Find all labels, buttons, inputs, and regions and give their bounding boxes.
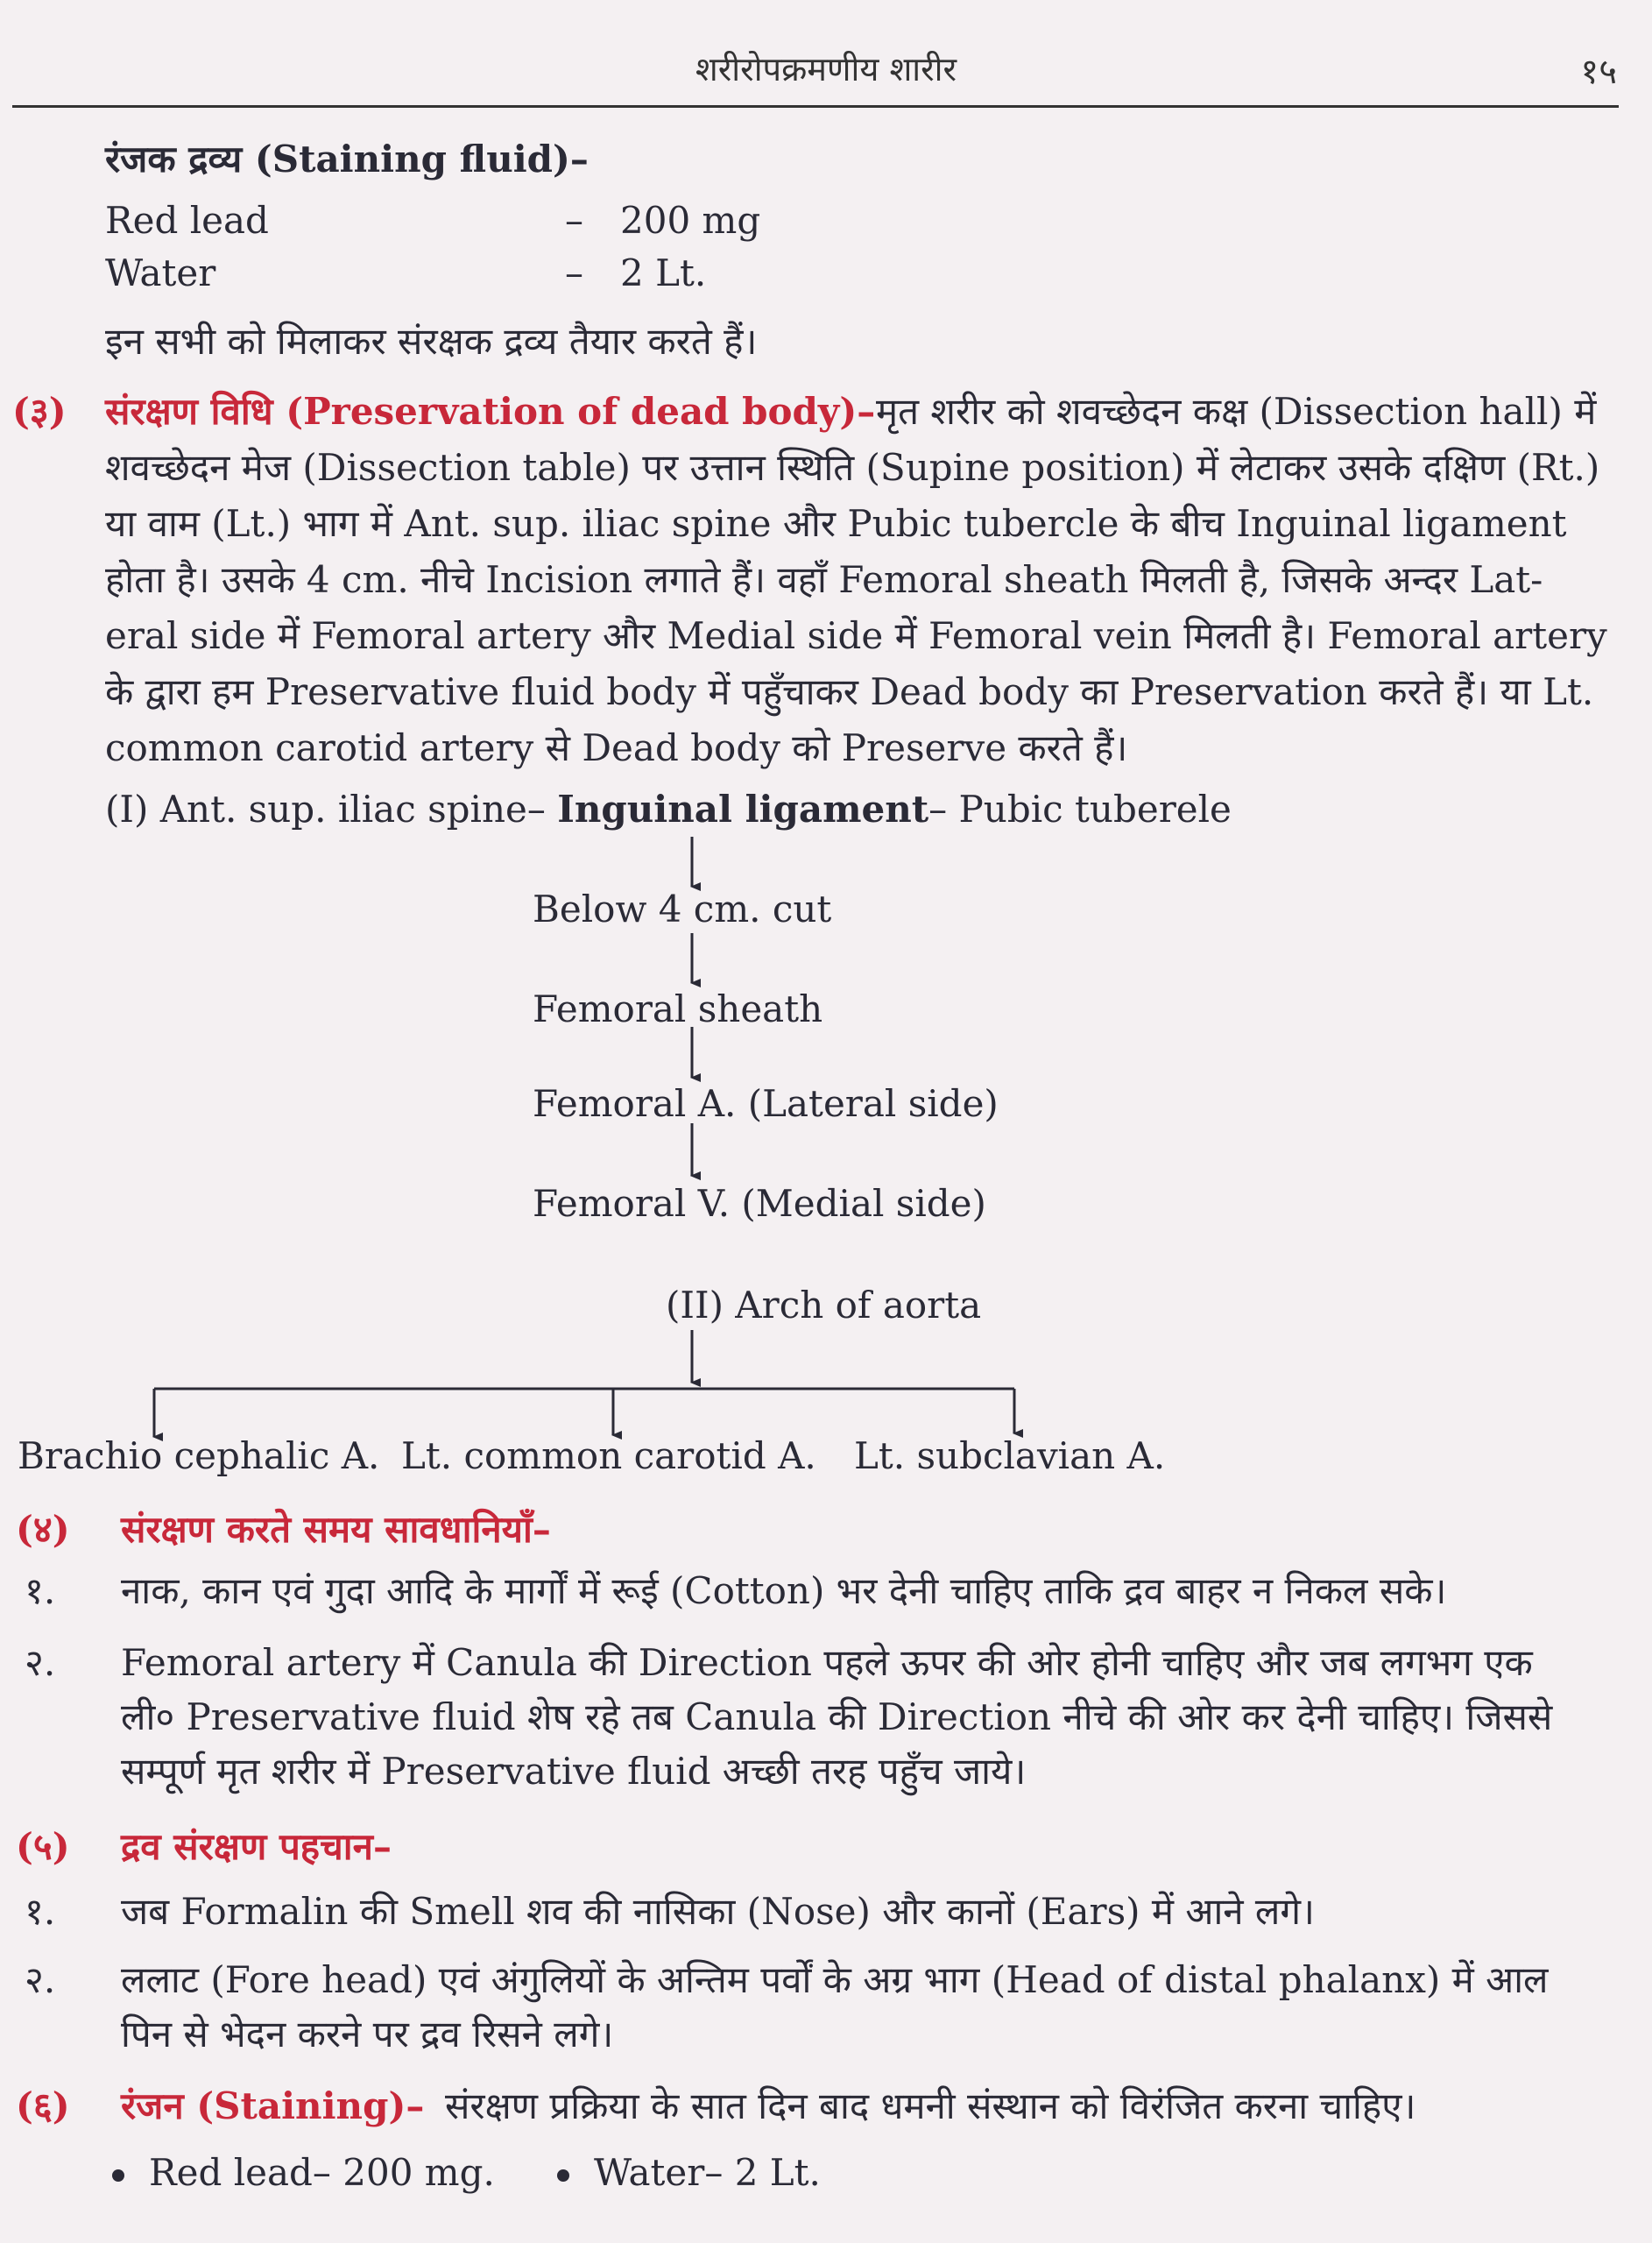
bullet-item [557, 2145, 821, 2201]
ingredient-dash: – [565, 199, 583, 242]
flow-1-top-bold: Inguinal ligament [557, 788, 929, 831]
flow-2-top: (II) Arch of aorta [666, 1284, 982, 1327]
list-number: १. [25, 1569, 56, 1612]
list-number: १. [25, 1890, 56, 1933]
section-3-line: या वाम (Lt.) भाग में Ant. sup. iliac spine और Pubic tubercle के बीच Inguinal ligament [105, 502, 1567, 545]
list-text: ललाट (Fore head) एवं अंगुलियों के अन्तिम पर्वों के अग्र भाग (Head of distal phalanx) में आल [121, 1958, 1549, 2001]
section-3-line: common carotid artery से Dead body को Preserve करते हैं। [105, 726, 1128, 769]
list-number: २. [25, 1958, 56, 2001]
running-header-title: शरीरोपक्रमणीय शारीर [695, 50, 957, 88]
flow-1-top-post: – Pubic tuberele [928, 788, 1232, 831]
bullet-item [112, 2145, 495, 2201]
flow-1-step: Femoral sheath [533, 987, 823, 1030]
list-number: २. [25, 1641, 56, 1684]
section-3-line: के द्वारा हम Preservative fluid body में पहुँचाकर Dead body का Preservation करते हैं। या Lt. [105, 670, 1594, 713]
section-3-line: शवच्छेदन मेज (Dissection table) पर उत्तान स्थिति (Supine position) में लेटाकर उसके दक्षिण (Rt.) [105, 446, 1600, 489]
flow-1-step: Femoral V. (Medial side) [533, 1182, 986, 1225]
section-6-number: (६) [16, 2084, 70, 2127]
list-text: सम्पूर्ण मृत शरीर में Preservative fluid अच्छी तरह पहुँच जाये। [121, 1750, 1027, 1793]
section-5-number: (५) [16, 1825, 70, 1868]
ingredient-name: Red lead [105, 199, 269, 242]
ingredient-dash: – [565, 251, 583, 294]
list-text: जब Formalin की Smell शव की नासिका (Nose) और कानों (Ears) में आने लगे। [121, 1890, 1315, 1933]
ingredient-qty: 200 mg [620, 199, 761, 242]
bullet-text: Water– 2 Lt. [594, 2151, 821, 2194]
page-number: १५ [1580, 52, 1617, 92]
flow-2-branch: Lt. subclavian A. [854, 1434, 1166, 1477]
bullet-dot-icon [557, 2169, 569, 2182]
section-3-heading: संरक्षण विधि (Preservation of dead body)– [105, 390, 876, 433]
section-4-number: (४) [16, 1508, 70, 1551]
section-3-number: (३) [12, 390, 67, 433]
bullet-text: Red lead– 200 mg. [149, 2151, 495, 2194]
flow-2-branch: Brachio cephalic A. [18, 1434, 380, 1477]
bullet-dot-icon [112, 2169, 124, 2182]
list-text: Femoral artery में Canula की Direction पहले ऊपर की ओर होनी चाहिए और जब लगभग एक [121, 1641, 1533, 1684]
section-3-line: eral side में Femoral artery और Medial side में Femoral vein मिलती है। Femoral artery [105, 614, 1607, 657]
section-5-heading: द्रव संरक्षण पहचान– [121, 1825, 392, 1868]
section-6-text: संरक्षण प्रक्रिया के सात दिन बाद धमनी संस्थान को विरंजित करना चाहिए। [445, 2084, 1416, 2127]
list-text: ली० Preservative fluid शेष रहे तब Canula की Direction नीचे की ओर कर देनी चाहिए। जिससे [121, 1695, 1553, 1738]
ingredient-name: Water [105, 251, 216, 294]
section-4-heading: संरक्षण करते समय सावधानियाँ– [121, 1508, 551, 1551]
flow-2-branch: Lt. common carotid A. [401, 1434, 816, 1477]
flow-1-step: Below 4 cm. cut [533, 888, 832, 930]
list-text: पिन से भेदन करने पर द्रव रिसने लगे। [121, 2013, 614, 2055]
section-3-line: मृत शरीर को शवच्छेदन कक्ष (Dissection hall) में [876, 390, 1597, 433]
flow-1-top-pre: (I) Ant. sup. iliac spine– [105, 788, 558, 831]
staining-fluid-note: इन सभी को मिलाकर संरक्षक द्रव्य तैयार करते हैं। [105, 320, 758, 363]
list-text: नाक, कान एवं गुदा आदि के मार्गों में रूई (Cotton) भर देनी चाहिए ताकि द्रव बाहर न निकल सके। [121, 1569, 1447, 1612]
ingredient-qty: 2 Lt. [620, 251, 707, 294]
section-6-heading: रंजन (Staining)– [121, 2084, 425, 2127]
flow-1-step: Femoral A. (Lateral side) [533, 1082, 999, 1125]
staining-fluid-heading: रंजक द्रव्य (Staining fluid)– [105, 138, 589, 180]
section-3-line: होता है। उसके 4 cm. नीचे Incision लगाते हैं। वहाँ Femoral sheath मिलती है, जिसके अन्दर Lat- [105, 558, 1543, 601]
